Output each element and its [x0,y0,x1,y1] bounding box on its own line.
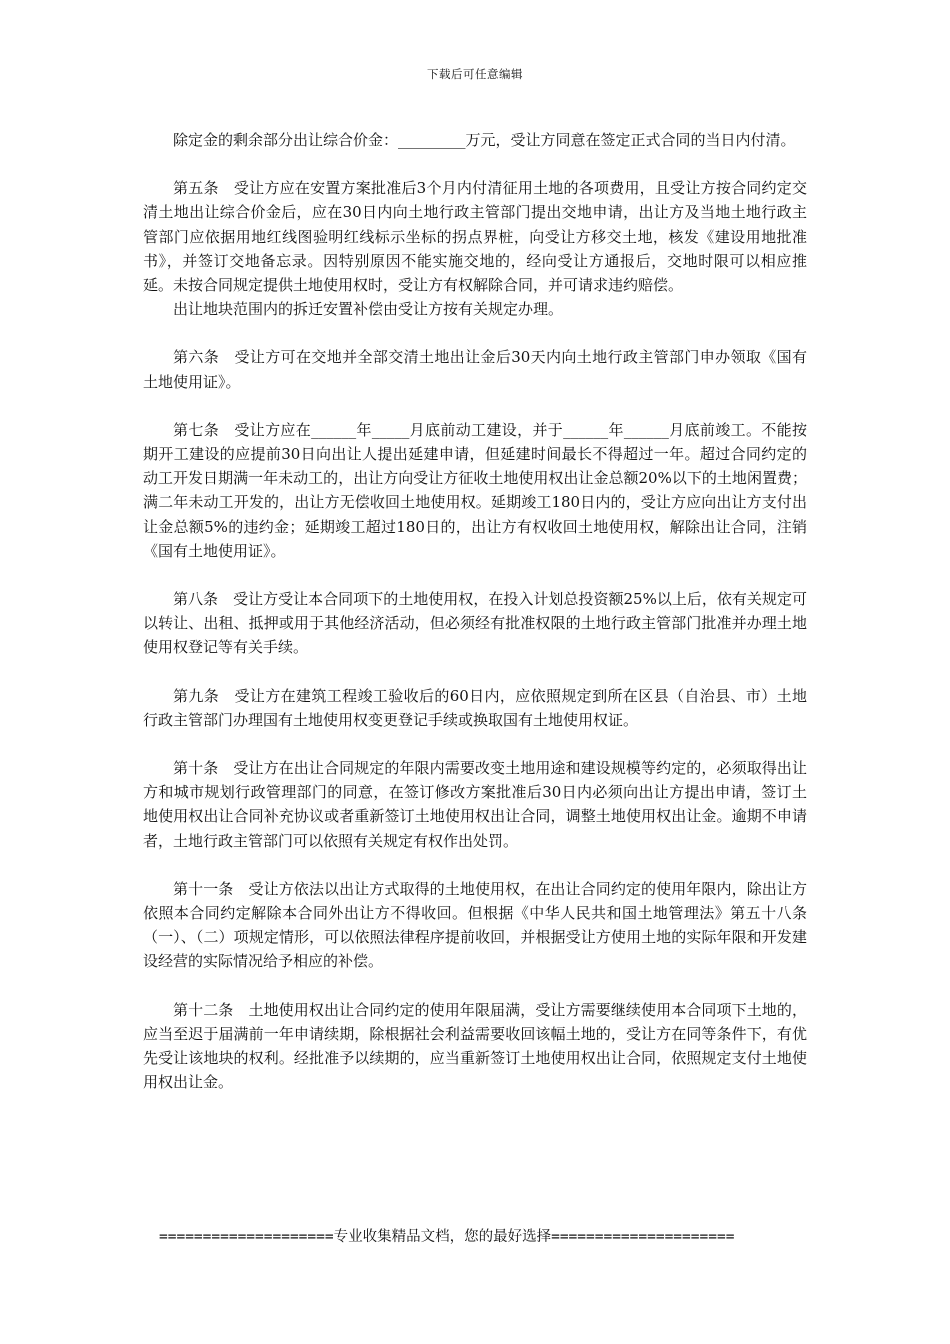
document-body [143,128,807,1095]
paragraph-article-6: 第六条 受让方可在交地并全部交清土地出让金后30天内向土地行政主管部门申办领取《国有土地使用证》。 [143,348,807,391]
paragraph-article-5: 第五条 受让方应在安置方案批准后3个月内付清征用土地的各项费用，且受让方按合同约定交清土地出让综合价金后，应在30日内向土地行政主管部门提出交地申请，出让方及当地土地行政主管部门应依据用地红线图验明红线标示坐标的拐点界桩，向受让方移交土地，核发《建设用地批准书》，并签订交地备忘录。因特别原因不能实施交地的，经向受让方通报后，交地时限可以相应推延。未按合同规定提供土地使用权时，受让方有权解除合同，并可请求违约赔偿。 [143,179,807,295]
paragraph-article-9: 第九条 受让方在建筑工程竣工验收后的60日内，应依照规定到所在区县（自治县、市）土地行政主管部门办理国有土地使用权变更登记手续或换取国有土地使用权证。 [143,686,807,729]
footer-text: ====================专业收集精品文档，您的最好选择===================== [159,1229,735,1245]
paragraph-relocation: 出让地块范围内的拆迁安置补偿由受让方按有关规定办理。 [173,300,564,319]
paragraph-article-11: 第十一条 受让方依法以出让方式取得的土地使用权，在出让合同约定的使用年限内，除出让方依照本合同约定解除本合同外出让方不得收回。但根据《中华人民共和国土地管理法》第五十八条（一）、（二）项规定情形，可以依照法律程序提前收回，并根据受让方使用土地的实际年限和开发建设经营的实际情况给予相应的补偿。 [143,879,807,971]
paragraph-article-10: 第十条 受让方在出让合同规定的年限内需要改变土地用途和建设规模等约定的，必须取得出让方和城市规划行政管理部门的同意，在签订修改方案批准后30日内必须向出让方提出申请，签订土地使用权出让合同补充协议或者重新签订土地使用权出让合同，调整土地使用权出让金。逾期不申请者，土地行政主管部门可以依照有关规定有权作出处罚。 [143,759,807,850]
page-footer [143,1226,813,1248]
paragraph-remaining-payment: 除定金的剩余部分出让综合价金：_________万元，受让方同意在签定正式合同的当日内付清。 [173,131,796,149]
paragraph-article-8: 第八条 受让方受让本合同项下的土地使用权，在投入计划总投资额25%以上后，依有关规定可以转让、出租、抵押或用于其他经济活动，但必须经有批准权限的土地行政主管部门批准并办理土地使用权登记等有关手续。 [143,590,807,657]
paragraph-article-7: 第七条 受让方应在______年_____月底前动工建设，并于______年______月底前竣工。不能按期开工建设的应提前30日向出让人提出延建申请，但延建时间最长不得超过一年。超过合同约定的动工开发日期满一年未动工的，出让方向受让方征收土地使用权出让金总额20%以下的土地闲置费；满二年未动工开发的，出让方无偿收回土地使用权。延期竣工180日内的，受让方应向出让方支付出让金总额5%的违约金；延期竣工超过180日的，出让方有权收回土地使用权，解除出让合同，注销《国有土地使用证》。 [143,420,807,560]
paragraph-article-12: 第十二条 土地使用权出让合同约定的使用年限届满，受让方需要继续使用本合同项下土地的，应当至迟于届满前一年申请续期，除根据社会利益需要收回该幅土地的，受让方在同等条件下，有优先受让该地块的权利。经批准予以续期的，应当重新签订土地使用权出让合同，依照规定支付土地使用权出让金。 [143,1000,807,1092]
page-header: 下载后可任意编辑 [427,67,523,81]
